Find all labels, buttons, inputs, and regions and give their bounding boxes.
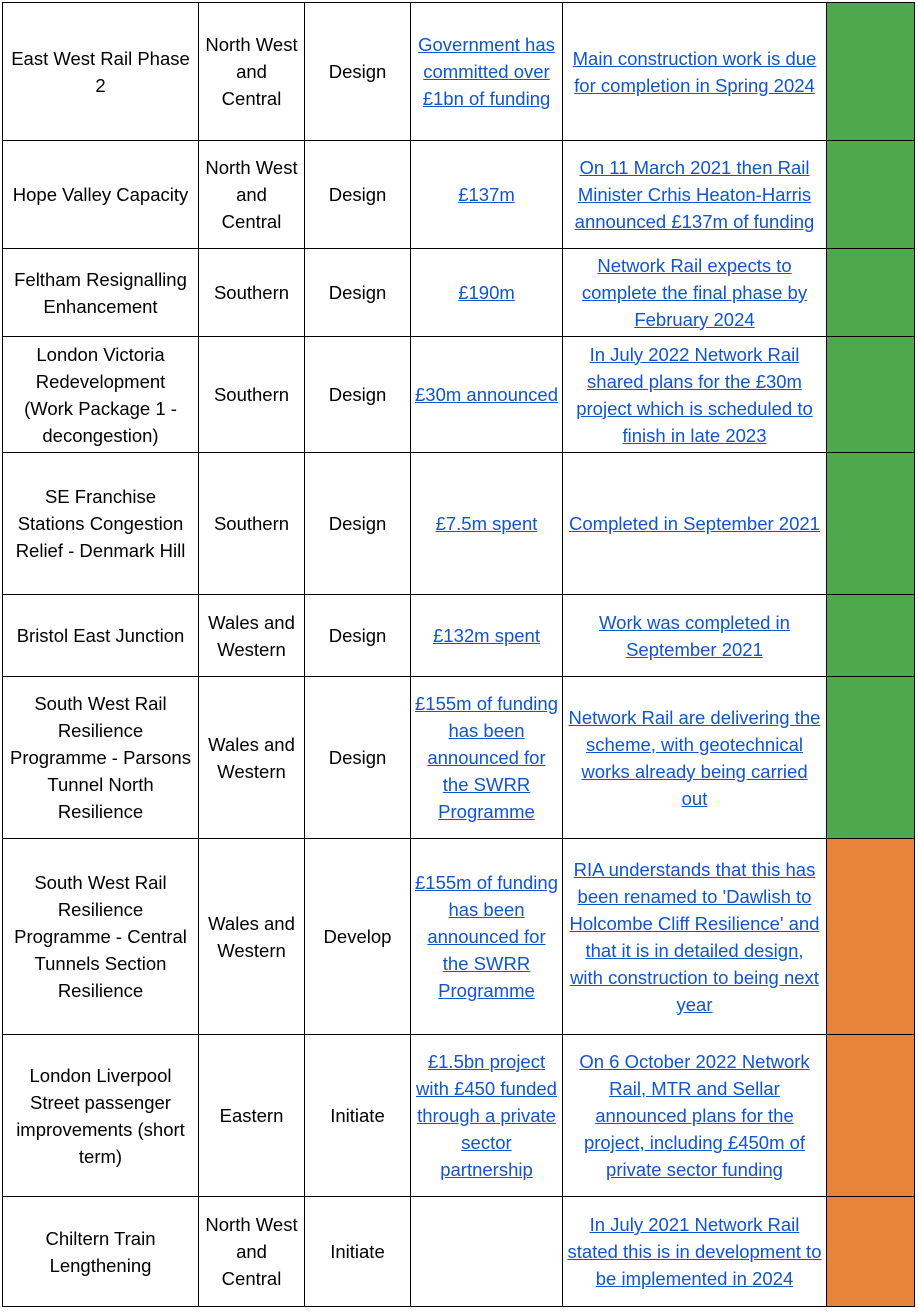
table-row (3, 1035, 915, 1197)
region-cell: Wales and Western (199, 595, 305, 677)
update-cell (563, 677, 827, 839)
status-cell (827, 337, 915, 453)
funding-cell (411, 677, 563, 839)
funding-link[interactable]: £30m announced (415, 384, 558, 405)
funding-link[interactable]: £137m (458, 184, 515, 205)
funding-cell (411, 1035, 563, 1197)
table-row (3, 453, 915, 595)
project-name-cell: South West Rail Resilience Programme - Central Tunnels Section Resilience (3, 839, 199, 1035)
table-row (3, 249, 915, 337)
stage-cell: Design (305, 453, 411, 595)
project-name-cell: London Liverpool Street passenger improvements (short term) (3, 1035, 199, 1197)
stage-cell: Design (305, 677, 411, 839)
update-cell (563, 249, 827, 337)
status-cell (827, 453, 915, 595)
table-row (3, 1197, 915, 1307)
funding-cell (411, 453, 563, 595)
update-link[interactable]: Network Rail expects to complete the final phase by February 2024 (581, 255, 808, 330)
project-name-cell: East West Rail Phase 2 (3, 3, 199, 141)
region-cell: Wales and Western (199, 839, 305, 1035)
project-name-cell: Hope Valley Capacity (3, 141, 199, 249)
project-name-cell: Chiltern Train Lengthening (3, 1197, 199, 1307)
status-cell (827, 3, 915, 141)
region-cell: North West and Central (199, 3, 305, 141)
stage-cell: Initiate (305, 1035, 411, 1197)
projects-table-body (3, 3, 915, 1307)
project-name-cell: Bristol East Junction (3, 595, 199, 677)
update-link[interactable]: On 6 October 2022 Network Rail, MTR and Sellar announced plans for the project, including £450m of private sector funding (579, 1051, 810, 1180)
stage-cell: Design (305, 249, 411, 337)
update-cell (563, 595, 827, 677)
update-link[interactable]: Main construction work is due for completion in Spring 2024 (572, 47, 817, 96)
funding-cell (411, 1197, 563, 1307)
project-name-cell: Feltham Resignalling Enhancement (3, 249, 199, 337)
update-link[interactable]: In July 2022 Network Rail shared plans for the £30m project which is scheduled to finish in late 2023 (576, 343, 813, 446)
stage-cell: Design (305, 3, 411, 141)
stage-cell: Design (305, 141, 411, 249)
table-row (3, 677, 915, 839)
funding-link[interactable]: £1.5bn project with £450 funded through a private sector partnership (416, 1051, 557, 1180)
funding-cell (411, 3, 563, 141)
project-name-cell: SE Franchise Stations Congestion Relief - Denmark Hill (3, 453, 199, 595)
region-cell: Southern (199, 249, 305, 337)
funding-cell (411, 141, 563, 249)
table-row (3, 141, 915, 249)
funding-link[interactable]: £155m of funding has been announced for the SWRR Programme (415, 693, 558, 822)
status-cell (827, 141, 915, 249)
region-cell: North West and Central (199, 1197, 305, 1307)
update-cell (563, 1035, 827, 1197)
status-cell (827, 839, 915, 1035)
funding-link[interactable]: Government has committed over £1bn of funding (418, 34, 555, 109)
table-row (3, 839, 915, 1035)
update-cell (563, 337, 827, 453)
status-cell (827, 249, 915, 337)
update-cell (563, 453, 827, 595)
update-cell (563, 3, 827, 141)
stage-cell: Develop (305, 839, 411, 1035)
table-row (3, 337, 915, 453)
stage-cell: Initiate (305, 1197, 411, 1307)
update-cell (563, 1197, 827, 1307)
update-cell (563, 839, 827, 1035)
funding-link[interactable]: £7.5m spent (435, 513, 538, 534)
update-link[interactable]: Network Rail are delivering the scheme, with geotechnical works already being carried out (568, 706, 821, 809)
table-row (3, 3, 915, 141)
project-name-cell: South West Rail Resilience Programme - Parsons Tunnel North Resilience (3, 677, 199, 839)
status-cell (827, 1197, 915, 1307)
update-link[interactable]: In July 2021 Network Rail stated this is in development to be implemented in 2024 (567, 1214, 822, 1289)
update-link[interactable]: Work was completed in September 2021 (599, 611, 790, 660)
update-cell (563, 141, 827, 249)
update-link[interactable]: RIA understands that this has been renamed to 'Dawlish to Holcombe Cliff Resilience' and that it is in detailed design, with construction to being next year (569, 858, 820, 1015)
region-cell: North West and Central (199, 141, 305, 249)
table-row (3, 595, 915, 677)
update-link[interactable]: Completed in September 2021 (569, 513, 820, 534)
stage-cell: Design (305, 595, 411, 677)
funding-cell (411, 839, 563, 1035)
region-cell: Southern (199, 453, 305, 595)
region-cell: Eastern (199, 1035, 305, 1197)
status-cell (827, 677, 915, 839)
status-cell (827, 595, 915, 677)
projects-table (2, 2, 915, 1307)
stage-cell: Design (305, 337, 411, 453)
funding-link[interactable]: £190m (458, 282, 515, 303)
region-cell: Wales and Western (199, 677, 305, 839)
project-name-cell: London Victoria Redevelopment (Work Package 1 - decongestion) (3, 337, 199, 453)
funding-cell (411, 249, 563, 337)
funding-cell (411, 595, 563, 677)
funding-cell (411, 337, 563, 453)
region-cell: Southern (199, 337, 305, 453)
funding-link[interactable]: £132m spent (433, 625, 540, 646)
update-link[interactable]: On 11 March 2021 then Rail Minister Crhis Heaton-Harris announced £137m of funding (574, 157, 815, 232)
funding-link[interactable]: £155m of funding has been announced for the SWRR Programme (415, 872, 558, 1001)
status-cell (827, 1035, 915, 1197)
